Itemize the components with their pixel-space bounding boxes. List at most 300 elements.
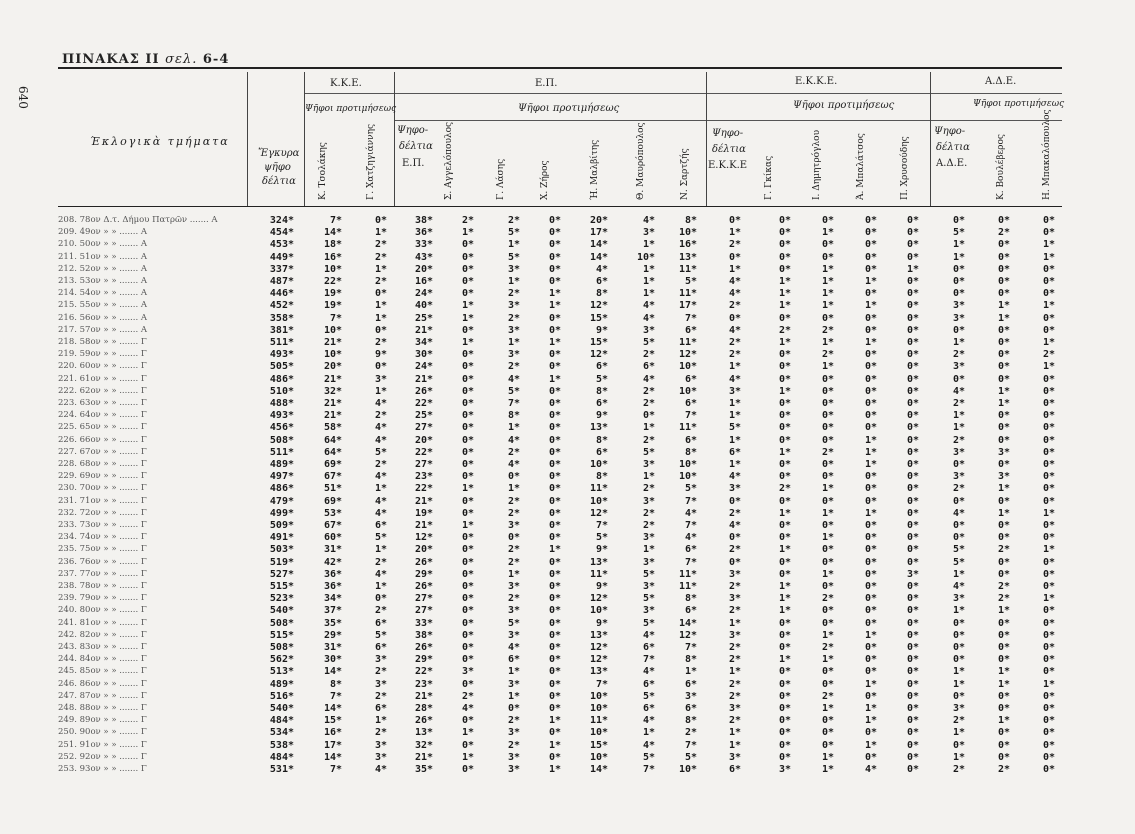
table-cell: 2* (374, 556, 387, 568)
table-cell: 21* (323, 410, 342, 422)
table-cell: 1* (821, 629, 834, 641)
table-cell: 2* (374, 459, 387, 470)
table-cell: 5* (374, 629, 387, 641)
row-label: 223. 63ον » » ....... Γ (58, 398, 147, 408)
table-cell: 1* (374, 263, 387, 275)
table-cell: 2* (642, 349, 655, 361)
table-cell: 10* (589, 751, 608, 763)
table-cell: 1* (778, 446, 791, 458)
table-cell: 534* (269, 727, 294, 739)
row-label: 238. 78ον » » ....... Γ (58, 581, 147, 591)
table-cell: 0* (906, 410, 919, 422)
table-cell: 0* (548, 398, 561, 409)
table-cell: 19* (323, 288, 342, 300)
table-cell: 1* (642, 422, 655, 434)
table-cell: 34* (323, 593, 342, 605)
table-cell: 0* (906, 239, 919, 251)
table-cell: 8* (595, 288, 608, 300)
table-cell: 20* (414, 434, 433, 446)
table-cell: 0* (821, 715, 834, 727)
table-cell: 4* (642, 300, 655, 312)
table-cell: 1* (778, 593, 791, 605)
table-cell: 0* (997, 629, 1010, 641)
table-cell: 24* (414, 288, 433, 300)
ep-cand-3: Χ. Ζήρος (540, 160, 550, 200)
table-cell: 0* (821, 422, 834, 434)
table-cell: 7* (595, 520, 608, 531)
table-cell: 1* (507, 422, 520, 434)
table-cell: 10* (323, 324, 342, 336)
table-cell: 4* (507, 373, 520, 385)
table-cell: 31* (323, 642, 342, 653)
table-cell: 0* (778, 263, 791, 275)
table-cell: 0* (778, 678, 791, 690)
table-cell: 1* (507, 483, 520, 495)
table-cell: 0* (952, 520, 965, 531)
table-cell: 0* (548, 446, 561, 458)
table-cell: 27* (414, 605, 433, 617)
table-cell: 36* (414, 227, 433, 239)
table-cell: 1* (997, 678, 1010, 690)
table-cell: 2* (507, 593, 520, 605)
table-cell: 1* (864, 715, 877, 727)
table-cell: 2* (821, 642, 834, 653)
table-cell: 0* (374, 288, 387, 300)
table-cell: 540* (269, 703, 294, 714)
table-cell: 3* (952, 471, 965, 483)
table-cell: 0* (507, 471, 520, 483)
table-cell: 1* (952, 568, 965, 580)
table-cell: 5* (507, 251, 520, 263)
table-cell: 5* (642, 617, 655, 629)
table-cell: 3* (952, 300, 965, 312)
row-label: 252. 92ον » » ....... Γ (58, 751, 147, 762)
table-cell: 0* (906, 471, 919, 483)
table-cell: 0* (778, 373, 791, 385)
table-cell: 15* (323, 715, 342, 727)
table-cell: 21* (414, 751, 433, 763)
table-cell: 0* (461, 678, 474, 690)
table-cell: 35* (414, 764, 433, 775)
table-cell: 0* (821, 471, 834, 483)
table-cell: 0* (461, 239, 474, 251)
row-label: 215. 55ον » » ....... Α (58, 300, 147, 311)
table-cell: 0* (728, 532, 741, 544)
table-cell: 17* (323, 739, 342, 751)
table-cell: 1* (952, 410, 965, 422)
table-cell: 0* (906, 642, 919, 653)
table-cell: 515* (269, 581, 294, 592)
table-cell: 9* (595, 544, 608, 556)
table-cell: 8* (684, 654, 697, 666)
table-cell: 8* (684, 593, 697, 605)
table-cell: 7* (684, 520, 697, 531)
table-cell: 0* (1042, 520, 1055, 531)
table-cell: 0* (952, 642, 965, 653)
table-cell: 0* (952, 690, 965, 702)
table-cell: 0* (548, 263, 561, 275)
table-cell: 1* (728, 227, 741, 239)
row-label: 231. 71ον » » ....... Γ (58, 495, 147, 506)
table-cell: 1* (997, 385, 1010, 397)
table-cell: 0* (1042, 276, 1055, 287)
table-cell: 22* (414, 666, 433, 678)
row-label: 247. 87ον » » ....... Γ (58, 690, 147, 701)
table-cell: 5* (374, 446, 387, 458)
table-cell: 6* (684, 605, 697, 617)
table-cell: 0* (864, 520, 877, 531)
table-cell: 493* (269, 349, 294, 361)
table-cell: 1* (728, 263, 741, 275)
table-cell: 0* (864, 483, 877, 495)
table-cell: 511* (269, 446, 294, 458)
table-cell: 6* (684, 398, 697, 409)
table-cell: 5* (952, 227, 965, 239)
table-cell: 31* (323, 544, 342, 556)
table-cell: 2* (507, 495, 520, 507)
table-cell: 0* (906, 349, 919, 361)
table-cell: 0* (952, 654, 965, 666)
ekke-pref-label: Ψῆφοι προτιμήσεως (793, 100, 895, 111)
table-cell: 0* (906, 312, 919, 324)
kke-cand-2: Γ. Χατζηγιάννης (366, 123, 376, 200)
table-cell: 3* (642, 605, 655, 617)
table-cell: 7* (329, 312, 342, 324)
table-cell: 9* (595, 581, 608, 592)
table-cell: 0* (1042, 373, 1055, 385)
ep-cand-4: Ή. Μαλβίτης (590, 139, 600, 200)
table-cell: 0* (997, 459, 1010, 470)
table-cell: 2* (374, 666, 387, 678)
table-cell: 0* (778, 434, 791, 446)
table-cell: 4* (374, 495, 387, 507)
table-cell: 0* (1042, 398, 1055, 409)
table-cell: 2* (728, 678, 741, 690)
table-cell: 7* (684, 410, 697, 422)
table-cell: 0* (778, 471, 791, 483)
table-cell: 5* (595, 532, 608, 544)
table-cell: 1* (1042, 593, 1055, 605)
row-label: 214. 54ον » » ....... Α (58, 288, 147, 299)
table-cell: 0* (997, 337, 1010, 348)
row-label: 233. 73ον » » ....... Γ (58, 520, 147, 530)
table-cell: 14* (323, 666, 342, 678)
table-cell: 0* (1042, 764, 1055, 775)
table-cell: 516* (269, 690, 294, 702)
table-cell: 0* (461, 349, 474, 361)
table-cell: 22* (414, 398, 433, 409)
table-cell: 1* (821, 507, 834, 519)
table-cell: 37* (323, 605, 342, 617)
table-cell: 3* (642, 532, 655, 544)
table-cell: 0* (548, 605, 561, 617)
table-cell: 21* (323, 337, 342, 348)
table-cell: 12* (589, 300, 608, 312)
pref-row-rule (394, 120, 1062, 121)
table-cell: 0* (952, 629, 965, 641)
table-cell: 7* (507, 398, 520, 409)
table-cell: 0* (821, 520, 834, 531)
table-cell: 2* (728, 581, 741, 592)
row-label: 240. 80ον » » ....... Γ (58, 605, 147, 616)
table-cell: 1* (864, 703, 877, 714)
table-cell: 9* (374, 349, 387, 361)
ep-party-label: Ε.Π. (535, 78, 558, 89)
table-cell: 0* (548, 495, 561, 507)
table-cell: 1* (864, 459, 877, 470)
table-cell: 0* (778, 556, 791, 568)
table-cell: 0* (1042, 324, 1055, 336)
table-cell: 1* (374, 312, 387, 324)
table-cell: 2* (374, 276, 387, 287)
table-cell: 1* (461, 300, 474, 312)
ep-pref-label: Ψῆφοι προτιμήσεως (518, 103, 620, 114)
table-cell: 14* (323, 227, 342, 239)
row-label: 234. 74ον » » ....... Γ (58, 532, 147, 543)
table-cell: 0* (548, 654, 561, 666)
table-cell: 0* (1042, 629, 1055, 641)
table-cell: 1* (906, 263, 919, 275)
table-cell: 0* (864, 666, 877, 678)
table-cell: 1* (1042, 678, 1055, 690)
table-cell: 2* (728, 300, 741, 312)
table-cell: 2* (507, 288, 520, 300)
table-cell: 1* (952, 751, 965, 763)
table-cell: 0* (864, 727, 877, 739)
table-cell: 16* (323, 727, 342, 739)
table-cell: 0* (461, 568, 474, 580)
table-cell: 3* (461, 666, 474, 678)
table-cell: 0* (864, 263, 877, 275)
table-cell: 0* (906, 654, 919, 666)
table-cell: 1* (728, 727, 741, 739)
table-cell: 0* (952, 459, 965, 470)
table-cell: 3* (507, 520, 520, 531)
table-cell: 4* (728, 324, 741, 336)
table-cell: 69* (323, 495, 342, 507)
table-cell: 519* (269, 556, 294, 568)
table-cell: 499* (269, 507, 294, 519)
table-cell: 5* (642, 593, 655, 605)
table-cell: 2* (997, 581, 1010, 592)
table-cell: 2* (642, 507, 655, 519)
table-cell: 3* (728, 568, 741, 580)
table-cell: 35* (323, 617, 342, 629)
table-cell: 0* (997, 239, 1010, 251)
table-cell: 11* (678, 288, 697, 300)
col-divider-valid (304, 72, 305, 206)
table-cell: 3* (374, 373, 387, 385)
table-cell: 3* (642, 324, 655, 336)
table-cell: 4* (642, 715, 655, 727)
table-cell: 22* (414, 446, 433, 458)
table-cell: 2* (778, 324, 791, 336)
table-cell: 0* (997, 654, 1010, 666)
table-cell: 60* (323, 532, 342, 544)
table-cell: 5* (642, 751, 655, 763)
table-cell: 0* (461, 263, 474, 275)
table-cell: 456* (269, 422, 294, 434)
table-cell: 0* (906, 739, 919, 751)
table-cell: 2* (728, 715, 741, 727)
table-cell: 4* (595, 263, 608, 275)
table-cell: 1* (548, 544, 561, 556)
table-cell: 1* (821, 703, 834, 714)
table-cell: 1* (997, 398, 1010, 409)
row-label: 226. 66ον » » ....... Γ (58, 434, 147, 445)
table-cell: 3* (728, 593, 741, 605)
table-cell: 5* (684, 751, 697, 763)
table-cell: 0* (997, 410, 1010, 422)
table-cell: 0* (906, 373, 919, 385)
table-cell: 0* (864, 544, 877, 556)
table-cell: 4* (728, 520, 741, 531)
table-cell: 16* (323, 251, 342, 263)
table-cell: 1* (728, 666, 741, 678)
table-cell: 1* (548, 300, 561, 312)
table-cell: 0* (1042, 690, 1055, 702)
table-cell: 13* (589, 556, 608, 568)
table-cell: 23* (414, 678, 433, 690)
table-cell: 2* (728, 690, 741, 702)
table-cell: 0* (548, 666, 561, 678)
table-cell: 0* (821, 556, 834, 568)
row-label: 209. 49ον » » ....... Α (58, 227, 147, 238)
col-divider-kke (394, 72, 395, 206)
table-cell: 0* (461, 324, 474, 336)
table-cell: 14* (589, 764, 608, 775)
table-cell: 0* (997, 434, 1010, 446)
table-cell: 1* (997, 605, 1010, 617)
table-cell: 3* (642, 459, 655, 470)
table-cell: 3* (952, 361, 965, 373)
table-cell: 0* (461, 459, 474, 470)
table-cell: 0* (952, 215, 965, 226)
table-cell: 5* (684, 276, 697, 287)
table-cell: 0* (997, 520, 1010, 531)
table-cell: 3* (952, 703, 965, 714)
row-label: 222. 62ον » » ....... Γ (58, 385, 147, 396)
table-cell: 1* (642, 239, 655, 251)
table-cell: 1* (821, 568, 834, 580)
table-cell: 0* (952, 263, 965, 275)
row-label: 248. 88ον » » ....... Γ (58, 703, 147, 713)
table-cell: 0* (461, 385, 474, 397)
row-label: 241. 81ον » » ....... Γ (58, 617, 147, 628)
table-cell: 0* (864, 532, 877, 544)
table-cell: 0* (821, 434, 834, 446)
table-cell: 25* (414, 410, 433, 422)
table-cell: 12* (678, 629, 697, 641)
table-cell: 1* (778, 605, 791, 617)
table-cell: 486* (269, 373, 294, 385)
table-cell: 1* (642, 288, 655, 300)
table-cell: 1* (507, 239, 520, 251)
table-cell: 486* (269, 483, 294, 495)
table-cell: 3* (507, 605, 520, 617)
table-cell: 0* (906, 495, 919, 507)
table-cell: 1* (728, 434, 741, 446)
table-cell: 40* (414, 300, 433, 312)
table-cell: 489* (269, 678, 294, 690)
table-cell: 0* (952, 373, 965, 385)
table-cell: 4* (642, 629, 655, 641)
table-cell: 1* (507, 337, 520, 348)
table-cell: 0* (821, 666, 834, 678)
table-cell: 6* (684, 434, 697, 446)
table-cell: 1* (548, 739, 561, 751)
table-cell: 14* (589, 251, 608, 263)
table-cell: 8* (684, 715, 697, 727)
row-label: 243. 83ον » » ....... Γ (58, 642, 147, 652)
table-cell: 26* (414, 642, 433, 653)
table-cell: 1* (864, 739, 877, 751)
table-cell: 2* (728, 605, 741, 617)
table-cell: 497* (269, 471, 294, 483)
table-cell: 0* (548, 617, 561, 629)
table-cell: 5* (595, 373, 608, 385)
table-cell: 21* (414, 373, 433, 385)
table-cell: 2* (821, 593, 834, 605)
table-cell: 1* (952, 678, 965, 690)
table-cell: 1* (864, 629, 877, 641)
table-cell: 0* (461, 581, 474, 592)
ep-cand-1: Σ. Αγγελόπουλος (444, 121, 454, 200)
table-cell: 5* (642, 446, 655, 458)
table-cell: 2* (507, 215, 520, 226)
table-cell: 0* (821, 581, 834, 592)
table-cell: 1* (728, 617, 741, 629)
table-cell: 4* (461, 703, 474, 714)
table-cell: 67* (323, 471, 342, 483)
table-cell: 493* (269, 410, 294, 422)
table-cell: 4* (728, 288, 741, 300)
table-cell: 2* (997, 544, 1010, 556)
table-cell: 3* (507, 263, 520, 275)
table-cell: 0* (778, 227, 791, 239)
table-cell: 0* (906, 288, 919, 300)
table-cell: 10* (589, 495, 608, 507)
table-cell: 7* (329, 764, 342, 775)
table-cell: 1* (728, 410, 741, 422)
table-cell: 13* (414, 727, 433, 739)
table-cell: 0* (997, 422, 1010, 434)
table-cell: 1* (821, 764, 834, 775)
table-cell: 2* (952, 398, 965, 409)
table-cell: 0* (778, 312, 791, 324)
table-cell: 0* (461, 629, 474, 641)
table-cell: 27* (414, 422, 433, 434)
table-cell: 1* (461, 337, 474, 348)
table-cell: 446* (269, 288, 294, 300)
table-cell: 27* (414, 593, 433, 605)
table-cell: 8* (595, 471, 608, 483)
table-cell: 0* (461, 288, 474, 300)
row-label: 236. 76ον » » ....... Γ (58, 556, 147, 567)
ep-ballots-2: δέλτια (399, 141, 433, 152)
table-cell: 2* (952, 764, 965, 775)
table-cell: 1* (684, 666, 697, 678)
table-cell: 12* (589, 349, 608, 361)
table-cell: 3* (642, 495, 655, 507)
table-cell: 23* (414, 471, 433, 483)
table-cell: 0* (461, 532, 474, 544)
table-cell: 487* (269, 276, 294, 287)
ep-ballots-3: Ε.Π. (402, 158, 425, 169)
table-cell: 1* (952, 422, 965, 434)
table-cell: 0* (374, 361, 387, 373)
table-cell: 1* (642, 263, 655, 275)
